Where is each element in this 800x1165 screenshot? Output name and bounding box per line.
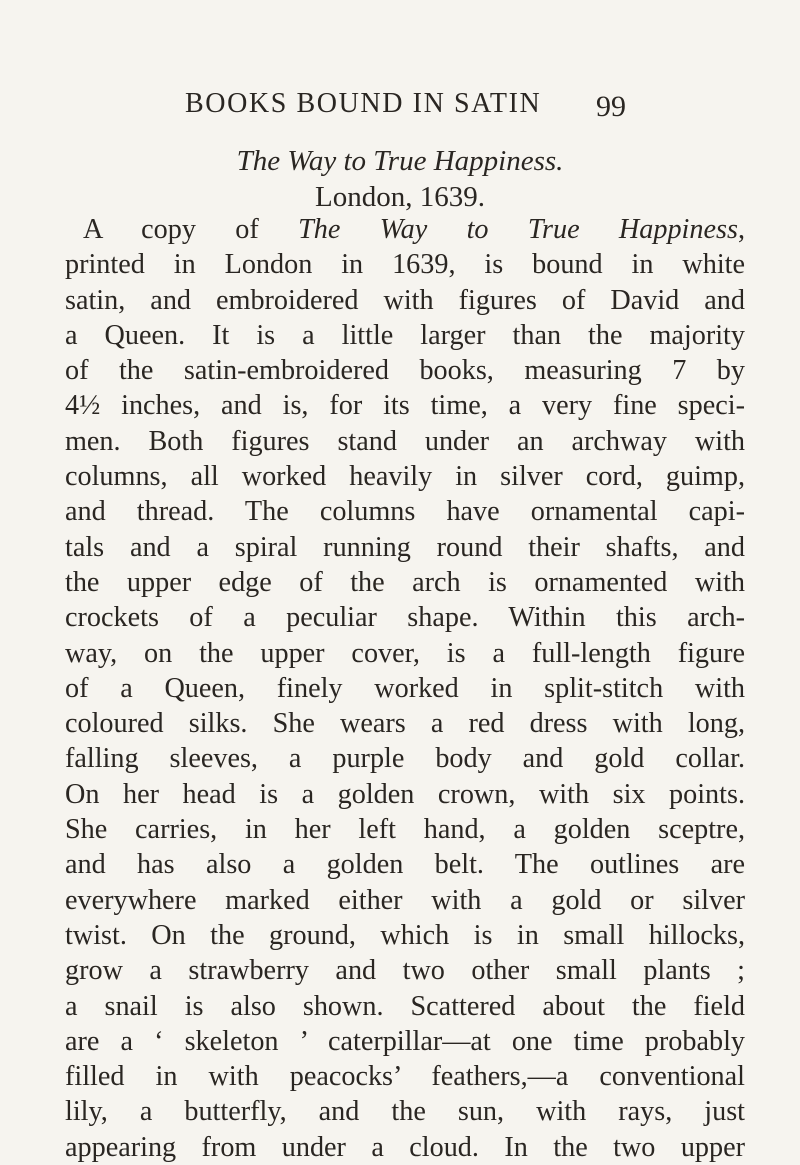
- body-line: [65, 953, 745, 988]
- body-line: [65, 1130, 745, 1165]
- body-line-text: 4½ inches, and is, for its time, a very fine speci-: [65, 390, 745, 422]
- body-line-text: A copy of: [83, 214, 299, 245]
- body-line-text: of the satin-embroidered books, measuring 7 by: [65, 355, 745, 387]
- body-line-text: and has also a golden belt. The outlines are: [65, 849, 745, 881]
- body-line: [65, 530, 745, 565]
- body-line: [65, 883, 745, 918]
- body-line: [65, 812, 745, 847]
- body-line: [65, 989, 745, 1024]
- body-line: [65, 777, 745, 812]
- running-title: BOOKS BOUND IN SATIN: [185, 88, 542, 119]
- body-line: [65, 847, 745, 882]
- body-line: [65, 247, 745, 282]
- body-line-text: appearing from under a cloud. In the two upper: [65, 1131, 745, 1163]
- body-line-text: a Queen. It is a little larger than the majority: [65, 319, 745, 351]
- body-paragraph: [65, 212, 745, 1165]
- body-line: [65, 565, 745, 600]
- body-line: [65, 741, 745, 776]
- body-line-text: and thread. The columns have ornamental capi-: [65, 496, 745, 528]
- page-number: 99: [596, 90, 626, 123]
- section-place-date: London, 1639.: [315, 181, 485, 213]
- body-line: [65, 636, 745, 671]
- body-line: [65, 388, 745, 423]
- body-line: [65, 459, 745, 494]
- body-line-text: twist. On the ground, which is in small hillocks,: [65, 919, 745, 951]
- section-title: The Way to True Happiness.: [236, 145, 564, 177]
- body-line-text: grow a strawberry and two other small plants ;: [65, 955, 745, 987]
- book-title-italic: The Way to True Happiness: [298, 214, 738, 245]
- body-line-text: coloured silks. She wears a red dress with long,: [65, 708, 745, 740]
- body-line: [65, 1024, 745, 1059]
- body-line: [65, 1094, 745, 1129]
- body-line-text: satin, and embroidered with figures of David and: [65, 284, 745, 316]
- body-line-text: ,: [737, 214, 745, 245]
- body-line: [65, 706, 745, 741]
- body-line-text: lily, a butterfly, and the sun, with rays, just: [65, 1096, 745, 1128]
- body-line-text: tals and a spiral running round their shafts, and: [65, 531, 745, 563]
- body-line-text: filled in with peacocks’ feathers,—a conventional: [65, 1061, 745, 1093]
- body-line-text: of a Queen, finely worked in split-stitch with: [65, 672, 745, 704]
- body-line: [65, 353, 745, 388]
- running-head: [0, 84, 800, 124]
- body-line: [65, 424, 745, 459]
- body-line-text: are a ‘ skeleton ’ caterpillar—at one time probably: [65, 1025, 745, 1057]
- body-line-text: everywhere marked either with a gold or silver: [65, 884, 745, 916]
- body-line-text: She carries, in her left hand, a golden sceptre,: [65, 814, 745, 846]
- body-line-text: On her head is a golden crown, with six points.: [65, 778, 745, 810]
- body-line: [65, 1059, 745, 1094]
- body-line: [65, 600, 745, 635]
- body-line: [65, 212, 745, 247]
- body-line-text: men. Both figures stand under an archway with: [65, 425, 745, 457]
- body-line: [65, 671, 745, 706]
- body-line: [65, 318, 745, 353]
- body-line-text: crockets of a peculiar shape. Within this arch-: [65, 602, 745, 634]
- body-line-text: the upper edge of the arch is ornamented with: [65, 566, 745, 598]
- body-line-text: printed in London in 1639, is bound in white: [65, 249, 745, 281]
- body-line-text: a snail is also shown. Scattered about the field: [65, 990, 745, 1022]
- body-line-text: way, on the upper cover, is a full-length figure: [65, 637, 745, 669]
- body-line-text: falling sleeves, a purple body and gold collar.: [65, 743, 745, 775]
- body-line-text: columns, all worked heavily in silver cord, guimp,: [65, 461, 745, 493]
- body-line: [65, 283, 745, 318]
- body-line: [65, 494, 745, 529]
- body-line: [65, 918, 745, 953]
